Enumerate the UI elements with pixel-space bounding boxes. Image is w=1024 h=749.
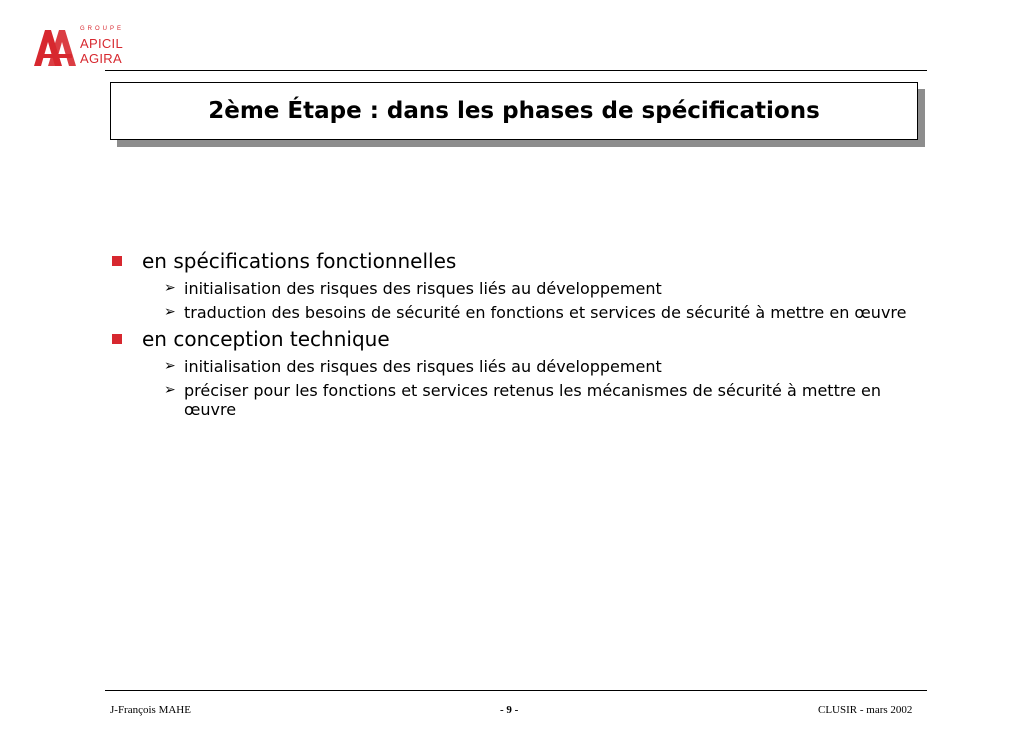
arrowhead-bullet-icon: ➢ xyxy=(164,280,176,296)
footer-author: J-François MAHE xyxy=(110,704,191,716)
header-divider xyxy=(105,70,927,71)
company-logo xyxy=(34,26,144,72)
arrowhead-bullet-icon: ➢ xyxy=(164,382,176,398)
slide-content xyxy=(110,246,940,419)
list-item-text: initialisation des risques des risques liés au développement xyxy=(184,357,662,376)
footer-event: CLUSIR - mars 2002 xyxy=(818,704,913,716)
list-item xyxy=(110,381,934,419)
list-item-text: initialisation des risques des risques liés au développement xyxy=(184,279,662,298)
red-square-bullet-icon xyxy=(112,256,122,266)
logo-groupe-text: GROUPE xyxy=(80,26,125,32)
section-heading-text: en spécifications fonctionnelles xyxy=(142,249,457,273)
section-heading xyxy=(110,326,940,352)
list-item-text: préciser pour les fonctions et services retenus les mécanismes de sécurité à mettre en œuvre xyxy=(184,381,881,419)
section-heading xyxy=(110,248,940,274)
section-heading-text: en conception technique xyxy=(142,327,390,351)
logo-apicil-text: APICIL xyxy=(80,36,123,51)
apicil-agira-logo-mark-icon xyxy=(34,28,78,68)
list-item-text: traduction des besoins de sécurité en fonctions et services de sécurité à mettre en œuvre xyxy=(184,303,907,322)
arrowhead-bullet-icon: ➢ xyxy=(164,304,176,320)
list-item xyxy=(110,303,934,322)
footer-divider xyxy=(105,690,927,691)
list-item xyxy=(110,357,934,376)
red-square-bullet-icon xyxy=(112,334,122,344)
list-item xyxy=(110,279,934,298)
arrowhead-bullet-icon: ➢ xyxy=(164,358,176,374)
slide-title: 2ème Étape : dans les phases de spécifications xyxy=(208,98,820,124)
footer-page-number: - 9 - xyxy=(500,704,519,716)
logo-agira-text: AGIRA xyxy=(80,51,122,66)
title-box xyxy=(110,82,918,140)
